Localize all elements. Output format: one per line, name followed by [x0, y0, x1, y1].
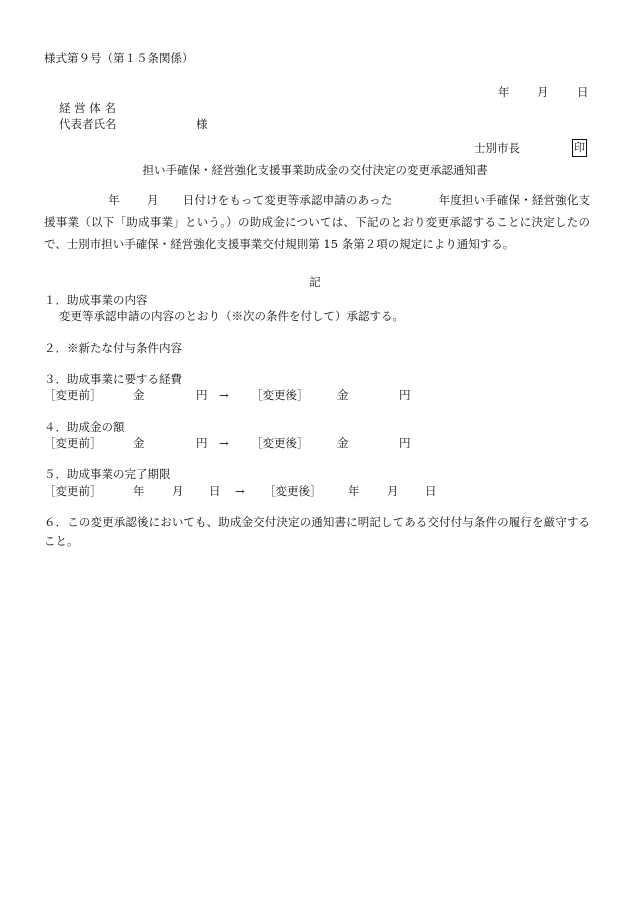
ki-heading: 記: [309, 275, 321, 289]
item3-yen2: 円: [399, 388, 411, 402]
intro-paragraph: [44, 189, 590, 255]
date-month-label: 月: [537, 85, 549, 99]
item5-heading: ５．助成事業の完了期限: [44, 467, 171, 481]
item3-before-label: ［変更前］: [44, 388, 102, 402]
item4-after-label: ［変更後］: [251, 436, 309, 450]
item3-yen: 円: [196, 388, 208, 402]
form-number: 様式第９号（第１５条関係）: [44, 51, 194, 65]
item6-text: ６．この変更承認後においても、助成金交付決定の通知書に明記してある交付付与条件の履行を厳守すること。: [44, 515, 590, 548]
seal-mark: 印: [572, 139, 587, 157]
item1-text: 変更等承認申請の内容のとおり（※次の条件を付して）承認する。: [59, 309, 404, 323]
intro-day-text: 日付けをもって変更等承認申請のあった: [182, 193, 393, 207]
item5-after-label: ［変更後］: [264, 484, 322, 498]
item4-yen2: 円: [399, 436, 411, 450]
item3-after-label: ［変更後］: [251, 388, 309, 402]
date-day-label: 日: [577, 85, 589, 99]
intro-fy-text: 年度担い手確保・経営強化支援事業（以下「助成事業」という。）の助成金については、下記のとおり変更承認することに決定したので、士別市担い手確保・経営強化支援事業交付規則第 15 条第２項の規定により通知する。: [44, 193, 590, 251]
item5-before-label: ［変更前］: [44, 484, 102, 498]
item2-heading: ２．※新たな付与条件内容: [44, 341, 182, 355]
item3-kin: 金: [133, 388, 145, 402]
document-title: 担い手確保・経営強化支援事業助成金の交付決定の変更承認通知書: [142, 163, 488, 177]
item3-heading: ３．助成事業に要する経費: [44, 372, 182, 386]
date-year-label: 年: [498, 85, 510, 99]
item5-month: 月: [172, 484, 184, 498]
item5-day: 日: [209, 484, 221, 498]
item1-heading: １．助成事業の内容: [44, 293, 148, 307]
item3-arrow: →: [219, 388, 229, 402]
item5-year2: 年: [348, 484, 360, 498]
recipient-rep-label: 代表者氏名: [59, 117, 117, 131]
item5-day2: 日: [425, 484, 437, 498]
item4-yen: 円: [196, 436, 208, 450]
issuer-title: 士別市長: [474, 141, 520, 155]
item4-arrow: →: [219, 436, 229, 450]
item5-month2: 月: [387, 484, 399, 498]
item4-before-label: ［変更前］: [44, 436, 102, 450]
recipient-honorific: 様: [196, 117, 208, 131]
item4-kin2: 金: [337, 436, 349, 450]
intro-month: 月: [146, 193, 159, 207]
item5-year: 年: [133, 484, 145, 498]
seal-box: [572, 139, 587, 157]
intro-year: 年: [108, 193, 120, 207]
recipient-org-name-label: 経 営 体 名: [59, 101, 116, 115]
item4-heading: ４．助成金の額: [44, 420, 125, 434]
item3-kin2: 金: [337, 388, 349, 402]
item4-kin: 金: [133, 436, 145, 450]
item5-arrow: →: [235, 484, 245, 498]
